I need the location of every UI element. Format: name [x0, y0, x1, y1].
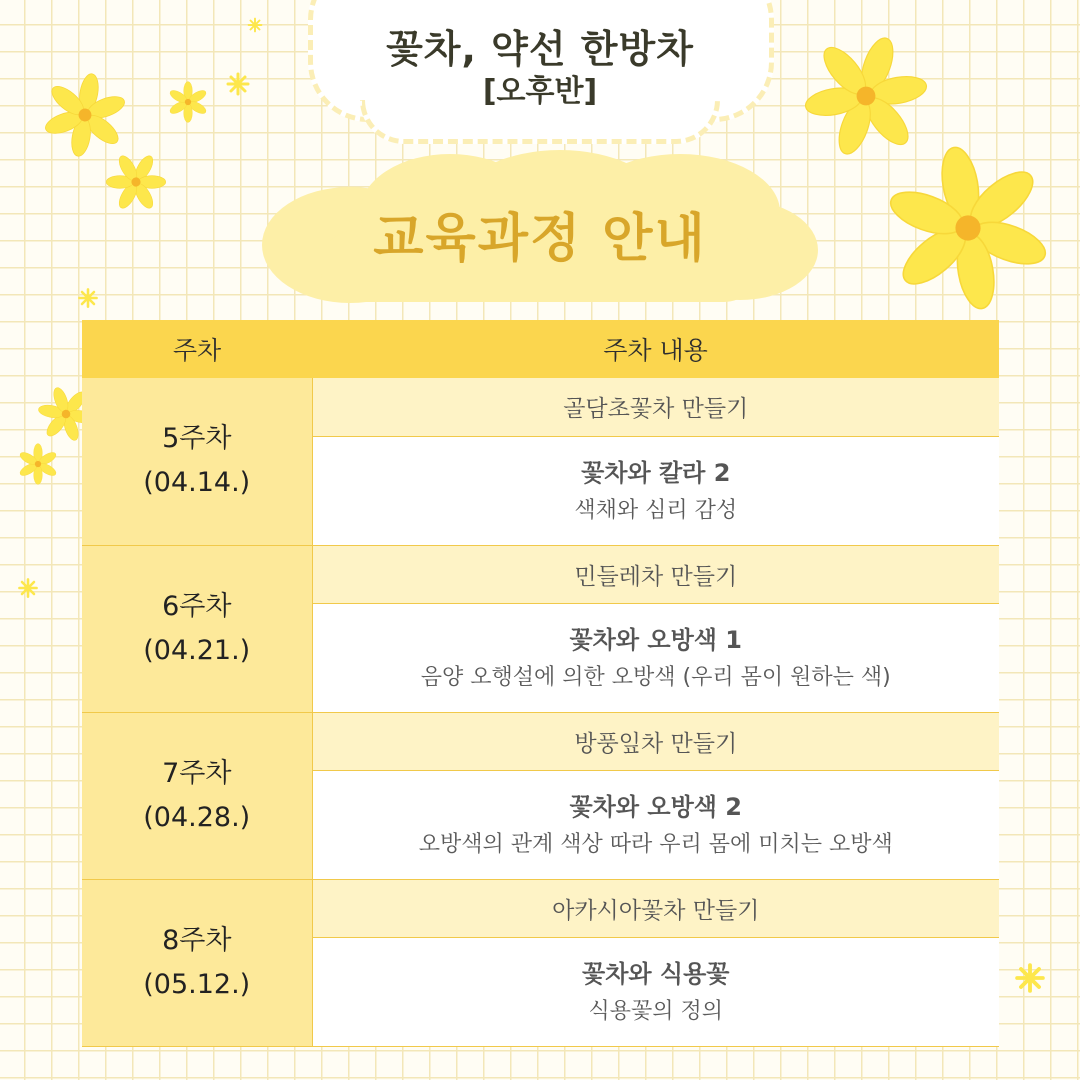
topic-cell: [312, 937, 999, 1046]
column-header-content: 주차 내용: [312, 320, 999, 378]
sparkle-icon: [76, 286, 100, 310]
week-label: 6주차: [162, 590, 232, 622]
table-row: [82, 545, 999, 603]
week-label: 7주차: [162, 757, 232, 789]
activity-cell: 방풍잎차 만들기: [312, 712, 999, 770]
week-date: (04.28.): [143, 801, 251, 833]
week-label: 5주차: [162, 423, 232, 455]
table-row: [82, 879, 999, 937]
activity-cell: 골담초꽃차 만들기: [312, 378, 999, 436]
topic-title: 꽃차와 칼라 2: [581, 458, 731, 487]
sparkle-icon: [1012, 960, 1048, 996]
topic-title: 꽃차와 오방색 1: [569, 625, 742, 654]
topic-cell: [312, 436, 999, 545]
week-date: (04.14.): [143, 467, 251, 499]
column-header-week: 주차: [82, 320, 312, 378]
topic-description: 식용꽃의 정의: [588, 998, 723, 1024]
topic-description: 오방색의 관계 색상 따라 우리 몸에 미치는 오방색: [418, 831, 893, 857]
table-header-row: [82, 320, 999, 378]
flower-icon: [40, 70, 130, 160]
week-date: (04.21.): [143, 634, 251, 666]
schedule-table: [82, 320, 999, 1047]
sparkle-icon: [16, 576, 40, 600]
flower-icon: [104, 150, 168, 214]
topic-title: 꽃차와 오방색 2: [569, 792, 742, 821]
flower-icon: [166, 80, 210, 124]
activity-cell: 아카시아꽃차 만들기: [312, 879, 999, 937]
activity-cell: 민들레차 만들기: [312, 545, 999, 603]
topic-cell: [312, 603, 999, 712]
banner-title: 교육과정 안내: [373, 209, 707, 269]
week-label: 8주차: [162, 924, 232, 956]
week-date: (05.12.): [143, 968, 251, 1000]
page-subtitle: [오후반]: [482, 74, 598, 109]
table-row: [82, 378, 999, 436]
sparkle-icon: [224, 70, 252, 98]
flower-icon: [16, 442, 60, 486]
week-cell: [82, 545, 312, 712]
topic-description: 색채와 심리 감성: [574, 497, 738, 523]
flower-icon: [880, 140, 1056, 316]
sparkle-icon: [246, 16, 264, 34]
topic-cell: [312, 770, 999, 879]
table-row: [82, 712, 999, 770]
week-cell: [82, 879, 312, 1046]
week-cell: [82, 378, 312, 545]
topic-title: 꽃차와 식용꽃: [582, 959, 730, 988]
topic-description: 음양 오행설에 의한 오방색 (우리 몸이 원하는 색): [420, 664, 891, 690]
page-title: 꽃차, 약선 한방차: [386, 27, 694, 71]
week-cell: [82, 712, 312, 879]
